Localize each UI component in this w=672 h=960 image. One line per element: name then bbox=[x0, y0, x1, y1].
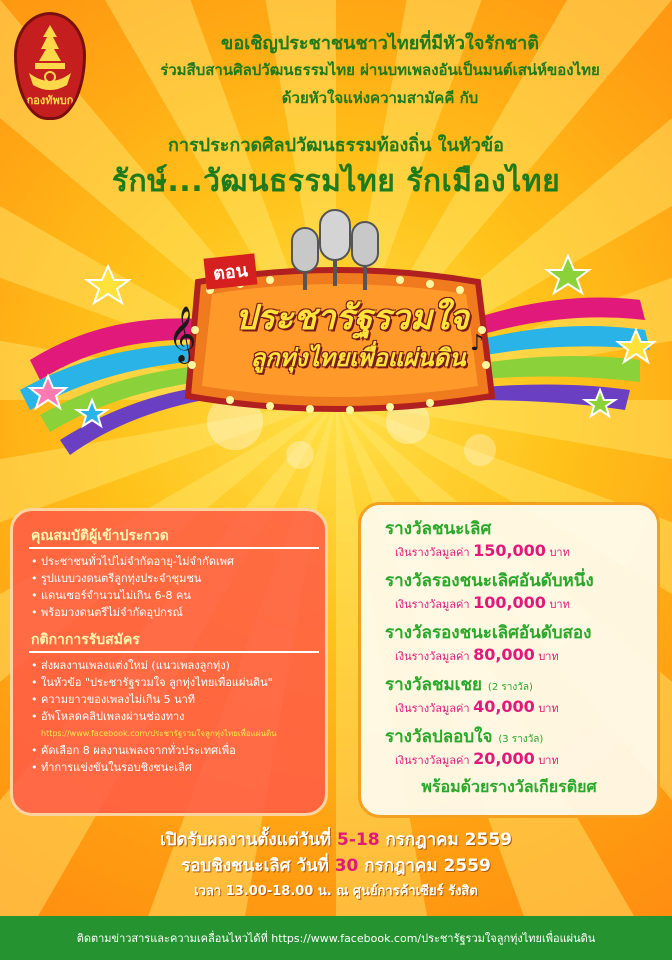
army-logo bbox=[14, 12, 86, 120]
star-icon bbox=[87, 266, 129, 303]
flower-decoration bbox=[464, 434, 496, 466]
list-item-text: ทำการแข่งขันในรอบชิงชนะเลิศ bbox=[41, 761, 192, 774]
list-item: • แดนเซอร์จำนวนไม่เกิน 6-8 คน bbox=[31, 587, 234, 604]
list-item: • ในหัวข้อ "ประชารัฐรวมใจ ลูกทุ่งไทยเพื่อแผ่นดิน" bbox=[31, 674, 277, 691]
episode-label: ตอน bbox=[204, 253, 258, 289]
award-amount-line bbox=[395, 645, 559, 665]
list-item: • ประชาชนทั่วไปไม่จำกัดอายุ-ไม่จำกัดเพศ bbox=[31, 553, 234, 570]
award-title bbox=[385, 515, 491, 542]
dates-highlight: 30 bbox=[334, 856, 359, 876]
award-name-text: รางวัลปลอบใจ bbox=[385, 727, 493, 747]
qualifications-list bbox=[31, 553, 234, 621]
award-unit: บาท bbox=[538, 754, 559, 767]
award-title bbox=[385, 619, 591, 646]
award-prefix: เงินรางวัลมูลค่า bbox=[395, 598, 470, 611]
award-prefix: เงินรางวัลมูลค่า bbox=[395, 546, 470, 559]
award-prefix: เงินรางวัลมูลค่า bbox=[395, 754, 470, 767]
award-name-text: รางวัลชมเชย bbox=[385, 675, 482, 695]
dates-highlight: 5-18 bbox=[337, 830, 380, 850]
award-unit: บาท bbox=[549, 546, 570, 559]
divider bbox=[29, 651, 319, 653]
award-prefix: เงินรางวัลมูลค่า bbox=[395, 702, 470, 715]
treble-clef-icon: 𝄞 bbox=[168, 306, 197, 362]
dates-text: กรกฎาคม 2559 bbox=[385, 830, 512, 850]
award-title bbox=[385, 723, 543, 750]
award-unit: บาท bbox=[538, 650, 559, 663]
flower-decoration bbox=[286, 441, 314, 469]
headline: รักษ์...วัฒนธรรมไทย รักเมืองไทย bbox=[111, 164, 561, 199]
award-amount-line bbox=[395, 541, 570, 561]
submission-dates bbox=[0, 826, 672, 853]
list-item-continuation bbox=[31, 759, 277, 776]
award-amount-line bbox=[395, 593, 570, 613]
award-unit: บาท bbox=[549, 598, 570, 611]
facebook-link[interactable]: https://www.facebook.com/ประชารัฐรวมใจลูกทุ่งไทยเพื่อแผ่นดิน bbox=[41, 729, 277, 738]
list-item: • รูปแบบวงดนตรีลูกทุ่งประจำชุมชน bbox=[31, 570, 234, 587]
awards-panel bbox=[358, 502, 660, 818]
award-name-text: รางวัลชนะเลิศ bbox=[385, 519, 492, 539]
award-amount-line bbox=[395, 749, 559, 769]
award-note: (3 รางวัล) bbox=[498, 734, 544, 745]
dates-text: กรกฎาคม 2559 bbox=[364, 856, 491, 876]
event-time-venue: เวลา 13.00-18.00 น. ณ ศูนย์การค้าเซียร์ รังสิต bbox=[194, 884, 478, 899]
requirements-panel bbox=[10, 508, 328, 816]
intro-line-3: ด้วยหัวใจแห่งความสามัคคี กับ bbox=[281, 89, 479, 107]
rules-list bbox=[31, 657, 277, 776]
dates-text: รอบชิงชนะเลิศ วันที่ bbox=[181, 856, 329, 876]
star-icon bbox=[547, 256, 589, 293]
award-prefix: เงินรางวัลมูลค่า bbox=[395, 650, 470, 663]
award-amount: 80,000 bbox=[473, 645, 535, 664]
streamer-right bbox=[470, 356, 640, 382]
contest-line: การประกวดศิลปวัฒนธรรมท้องถิ่น ในหัวข้อ bbox=[168, 135, 504, 156]
qualifications-title: คุณสมบัติผู้เข้าประกวด bbox=[31, 528, 169, 544]
list-item: • ส่งผลงานเพลงแต่งใหม่ (แนวเพลงลูกทุ่ง) bbox=[31, 657, 277, 674]
rules-title: กติกาการรับสมัคร bbox=[31, 632, 140, 648]
list-item: • อัพโหลดคลิปเพลงผ่านช่องทาง bbox=[31, 708, 277, 725]
award-amount-line bbox=[395, 697, 559, 717]
music-note-icon: ♪ bbox=[470, 331, 485, 356]
award-note: (2 รางวัล) bbox=[487, 682, 533, 693]
list-item: • ความยาวของเพลงไม่เกิน 5 นาที bbox=[31, 691, 277, 708]
award-amount: 150,000 bbox=[473, 541, 546, 560]
honor-award: พร้อมด้วยรางวัลเกียรติยศ bbox=[421, 777, 597, 796]
list-item: • พร้อมวงดนตรีไม่จำกัดอุปกรณ์ bbox=[31, 604, 234, 621]
award-title bbox=[385, 567, 594, 594]
footer-link-text[interactable]: ติดตามข่าวสารและความเคลื่อนไหวได้ที่ https://www.facebook.com/ประชารัฐรวมใจลูกทุ่งไทยเพื่อแผ่นดิน bbox=[76, 932, 596, 945]
intro-line-2: ร่วมสืบสานศิลปวัฒนธรรมไทย ผ่านบทเพลงอันเป็นมนต์เสน่ห์ของไทย bbox=[160, 61, 600, 79]
footer-bar bbox=[0, 916, 672, 960]
award-amount: 40,000 bbox=[473, 697, 535, 716]
award-amount: 20,000 bbox=[473, 749, 535, 768]
final-round-date bbox=[0, 852, 672, 879]
list-item: • คัดเลือก 8 ผลงานเพลงจากทั่วประเทศเพื่อ bbox=[31, 742, 277, 759]
logo-label: กองทัพบก bbox=[26, 94, 74, 107]
intro-line-1: ขอเชิญประชาชนชาวไทยที่มีหัวใจรักชาติ bbox=[221, 33, 539, 54]
award-amount: 100,000 bbox=[473, 593, 546, 612]
award-name-text: รางวัลรองชนะเลิศอันดับหนึ่ง bbox=[385, 571, 594, 591]
banner-title: ประชารัฐรวมใจ bbox=[235, 298, 469, 338]
award-unit: บาท bbox=[538, 702, 559, 715]
award-name-text: รางวัลรองชนะเลิศอันดับสอง bbox=[385, 623, 592, 643]
divider bbox=[29, 547, 319, 549]
banner-subtitle: ลูกทุ่งไทยเพื่อแผ่นดิน bbox=[250, 344, 466, 372]
award-title bbox=[385, 671, 533, 698]
dates-text: เปิดรับผลงานตั้งแต่วันที่ bbox=[159, 830, 332, 850]
